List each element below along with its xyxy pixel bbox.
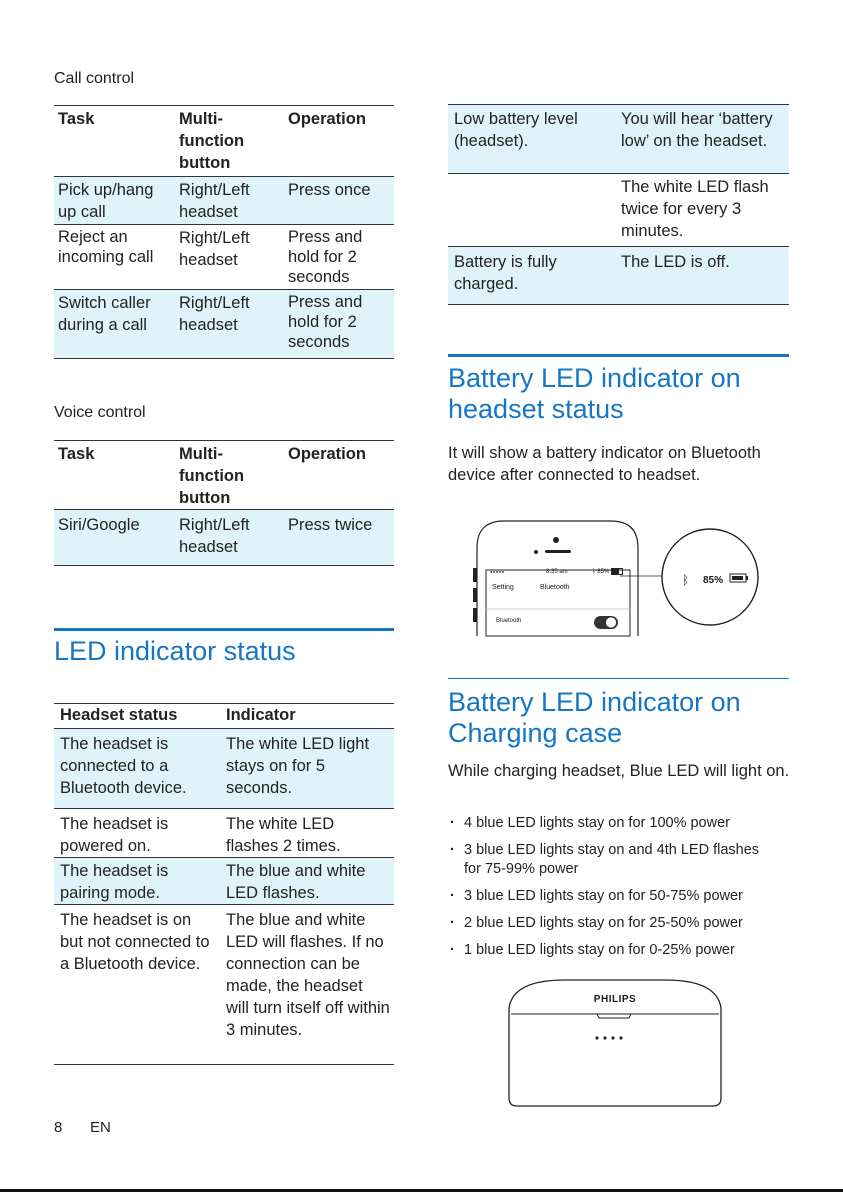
status-time: 8:35 am [546, 569, 568, 575]
cell-button: Right/Left headset [179, 516, 250, 556]
battery-table [448, 104, 789, 305]
table-row [54, 809, 394, 858]
charging-led-list [450, 814, 800, 968]
nav-title: Bluetooth [540, 584, 570, 591]
section-rule [448, 678, 789, 679]
status-battery-icon [611, 568, 623, 575]
cell-status: The headset is on but not connected to a Bluetooth device. [60, 911, 210, 973]
status-battery-percent: 85% [597, 569, 610, 576]
table-row [448, 247, 789, 305]
brand-logo: PHILIPS [593, 994, 637, 1005]
led-dot [619, 1036, 622, 1039]
header-button: Multi- function button [179, 110, 245, 172]
cell-operation: Press and hold for 2 seconds [288, 228, 363, 286]
cell-button: Right/Left headset [179, 181, 250, 221]
cell-indicator: The white LED flashes 2 times. [226, 815, 341, 855]
header-indicator: Indicator [226, 706, 296, 724]
header-button: Multi- function button [179, 445, 245, 507]
section-rule [54, 628, 394, 631]
bluetooth-icon: ᛒ [682, 573, 690, 587]
phone-illustration [470, 518, 790, 638]
table-row [448, 174, 789, 247]
cell-task: Siri/Google [58, 516, 140, 534]
led-status-table [54, 703, 394, 1065]
header-task: Task [58, 110, 95, 128]
language-code: EN [90, 1119, 111, 1136]
table-row [54, 177, 394, 225]
cell-status: The headset is connected to a Bluetooth device. [60, 735, 187, 797]
list-item: · 3 blue LED lights stay on for 50-75% power [450, 887, 800, 906]
call-control-caption: Call control [54, 70, 135, 87]
voice-control-table [54, 440, 394, 566]
cell-indicator: The white LED light stays on for 5 seconds. [226, 735, 370, 797]
table-row [54, 729, 394, 809]
cell-operation: Press twice [288, 516, 373, 534]
led-dot [611, 1036, 614, 1039]
cell-indicator: You will hear ‘battery low’ on the headset. [621, 110, 773, 150]
cell-button: Right/Left headset [179, 229, 250, 269]
cell-indicator: The LED is off. [621, 253, 730, 271]
table-row [448, 105, 789, 174]
table-header-row [54, 106, 394, 177]
bluetooth-setting-label: Bluetooth [496, 618, 522, 624]
list-item: · 4 blue LED lights stay on for 100% power [450, 814, 800, 833]
status-battery [592, 568, 623, 575]
cell-task: Switch caller during a call [58, 294, 151, 334]
table-row [54, 510, 394, 566]
page-number: 8 [54, 1119, 63, 1136]
led-dot [595, 1036, 598, 1039]
charging-case-illustration [505, 978, 725, 1108]
cell-indicator: The white LED flash twice for every 3 minutes. [621, 178, 769, 240]
table-header-row [54, 441, 394, 510]
led-status-heading: LED indicator status [54, 636, 296, 666]
list-item: · 1 blue LED lights stay on for 0-25% power [450, 941, 800, 960]
cell-status: The headset is powered on. [60, 815, 169, 855]
list-item: · 2 blue LED lights stay on for 25-50% power [450, 914, 800, 933]
header-operation: Operation [288, 110, 366, 128]
section-rule [448, 354, 789, 357]
voice-control-caption: Voice control [54, 404, 146, 421]
status-bluetooth-icon: ᛒ [592, 569, 596, 576]
table-row [54, 225, 394, 290]
cell-status: Low battery level (headset). [454, 110, 578, 150]
nav-back[interactable]: Setting [492, 584, 514, 591]
header-task: Task [58, 445, 95, 463]
header-headset-status: Headset status [60, 706, 178, 724]
cell-indicator: The blue and white LED will flashes. If no connection can be made, the headset will turn itself off within 3 minutes. [226, 911, 390, 1039]
call-control-table [54, 105, 394, 359]
table-header-row [54, 704, 394, 729]
zoom-battery-percent: 85% [703, 575, 724, 586]
cell-operation: Press once [288, 181, 371, 199]
header-operation: Operation [288, 445, 366, 463]
table-row [54, 290, 394, 359]
cell-status [448, 174, 617, 247]
battery-case-heading: Battery LED indicator on Charging case [448, 687, 741, 748]
cell-button: Right/Left headset [179, 294, 250, 334]
battery-headset-heading: Battery LED indicator on headset status [448, 363, 741, 424]
table-row [54, 905, 394, 1065]
battery-headset-text: It will show a battery indicator on Bluetooth device after connected to headset. [448, 444, 761, 484]
led-dot [603, 1036, 606, 1039]
cell-status: Battery is fully charged. [454, 253, 557, 293]
cell-status: The headset is pairing mode. [60, 862, 169, 902]
status-dots: ●●●●● [490, 569, 505, 574]
table-row [54, 858, 394, 905]
cell-task: Pick up/hang up call [58, 181, 154, 221]
list-item: · 3 blue LED lights stay on and 4th LED flashes for 75-99% power [450, 841, 774, 879]
cell-task: Reject an incoming call [58, 228, 154, 266]
cell-operation: Press and hold for 2 seconds [288, 293, 363, 351]
cell-indicator: The blue and white LED flashes. [226, 862, 366, 902]
battery-case-text: While charging headset, Blue LED will light on. [448, 762, 790, 780]
